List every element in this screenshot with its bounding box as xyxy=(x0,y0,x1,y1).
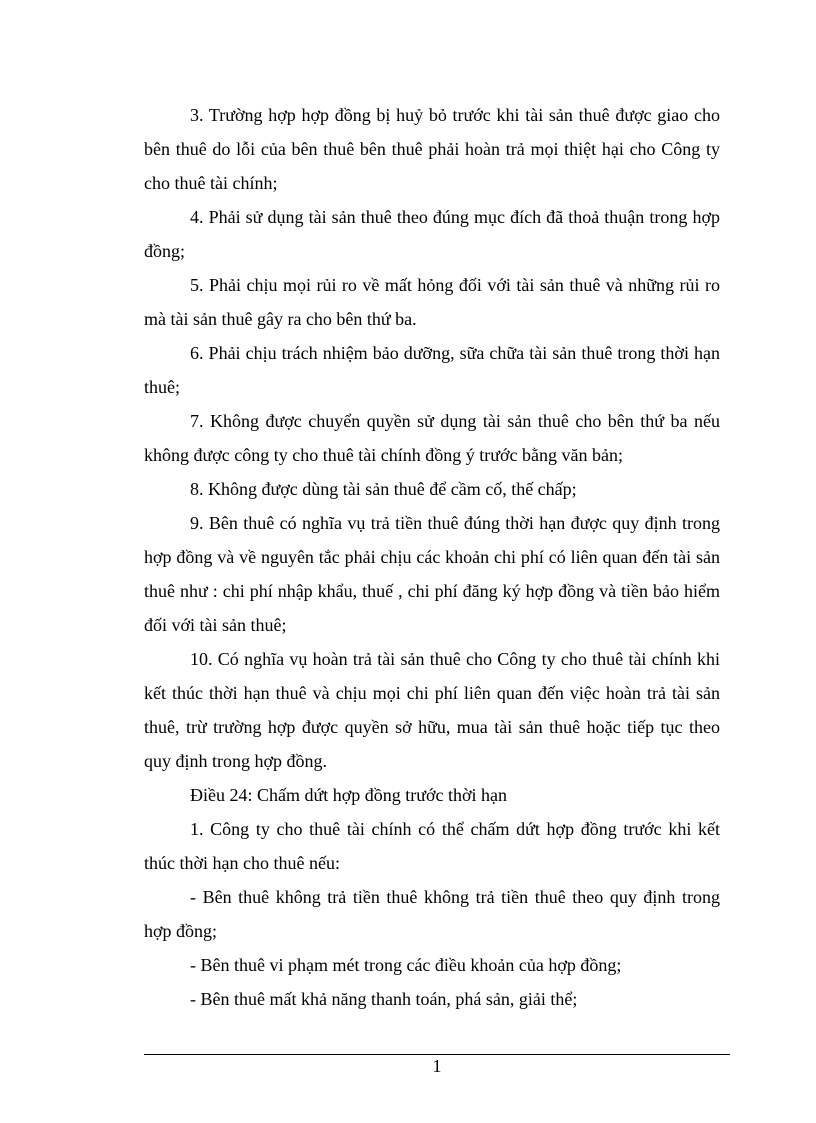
paragraph-clause-6: 6. Phải chịu trách nhiệm bảo dưỡng, sữa chữa tài sản thuê trong thời hạn thuê; xyxy=(144,343,720,397)
paragraph-clause-8: 8. Không được dùng tài sản thuê để cầm cố, thế chấp; xyxy=(190,479,577,499)
paragraph-clause-10: 10. Có nghĩa vụ hoàn trả tài sản thuê cho Công ty cho thuê tài chính khi kết thúc thời hạn thuê và chịu mọi chi phí liên quan đến việc hoàn trả tài sản thuê, trừ trường hợp được quyền sở hữu, mua tài sản thuê hoặc tiếp tục theo quy định trong hợp đồng. xyxy=(144,649,720,771)
paragraph-clause-3: 3. Trường hợp hợp đồng bị huỷ bỏ trước khi tài sản thuê được giao cho bên thuê do lỗi của bên thuê bên thuê phải hoàn trả mọi thiệt hại cho Công ty cho thuê tài chính; xyxy=(144,105,720,193)
paragraph-clause-5: 5. Phải chịu mọi rủi ro về mất hỏng đối với tài sản thuê và những rủi ro mà tài sản thuê gây ra cho bên thứ ba. xyxy=(144,275,720,329)
paragraph-clause-7: 7. Không được chuyển quyền sử dụng tài sản thuê cho bên thứ ba nếu không được công ty cho thuê tài chính đồng ý trước bằng văn bản; xyxy=(144,411,720,465)
article-24-heading: Điều 24: Chấm dứt hợp đồng trước thời hạn xyxy=(190,785,508,805)
list-item-nonpayment: - Bên thuê không trả tiền thuê không trả tiền thuê theo quy định trong hợp đồng; xyxy=(144,887,720,941)
document-body xyxy=(144,98,720,1016)
paragraph-clause-9: 9. Bên thuê có nghĩa vụ trả tiền thuê đúng thời hạn được quy định trong hợp đồng và về nguyên tắc phải chịu các khoản chi phí có liên quan đến tài sản thuê như : chi phí nhập khẩu, thuế , chi phí đăng ký hợp đồng và tiền bảo hiểm đối với tài sản thuê; xyxy=(144,513,720,635)
paragraph-article-24-clause-1: 1. Công ty cho thuê tài chính có thể chấm dứt hợp đồng trước khi kết thúc thời hạn cho thuê nếu: xyxy=(144,819,720,873)
list-item-violation: - Bên thuê vi phạm mét trong các điều khoản của hợp đồng; xyxy=(190,955,622,975)
paragraph-clause-4: 4. Phải sử dụng tài sản thuê theo đúng mục đích đã thoả thuận trong hợp đồng; xyxy=(144,207,720,261)
footer-divider xyxy=(144,1054,730,1055)
list-item-insolvency: - Bên thuê mất khả năng thanh toán, phá sản, giải thể; xyxy=(190,989,578,1009)
page-number: 1 xyxy=(432,1056,442,1076)
